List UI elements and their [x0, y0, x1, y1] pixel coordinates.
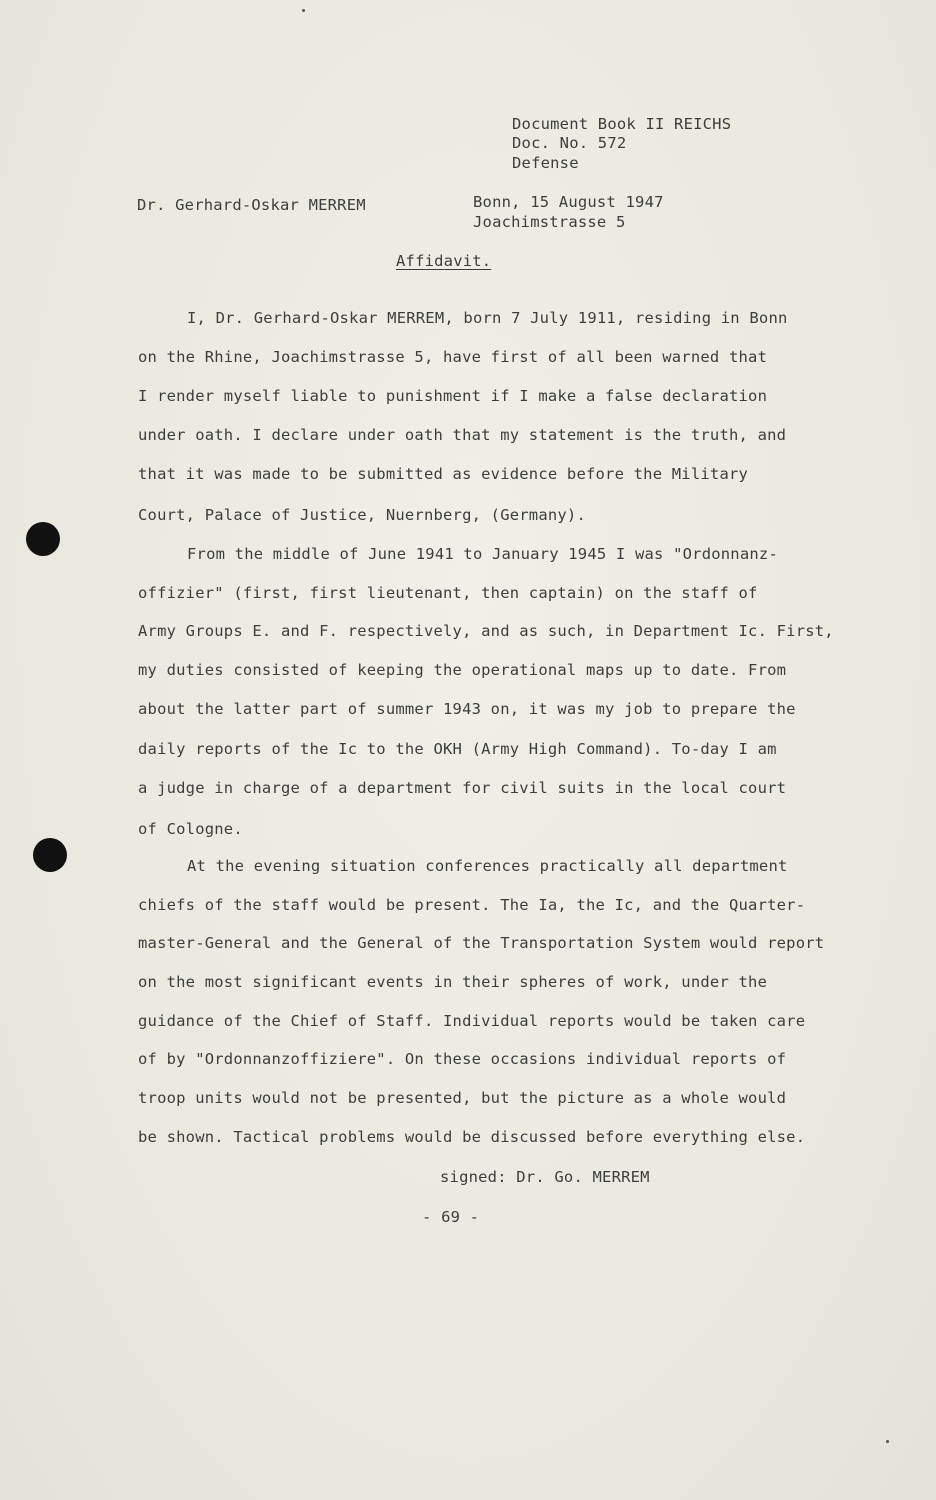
document-title: Affidavit. [396, 252, 492, 270]
body-line: offizier" (first, first lieutenant, then captain) on the staff of [138, 584, 758, 602]
body-line: At the evening situation conferences practically all department [187, 857, 788, 875]
body-line: on the Rhine, Joachimstrasse 5, have first of all been warned that [138, 348, 768, 366]
body-line: guidance of the Chief of Staff. Individual reports would be taken care [138, 1012, 806, 1030]
paper-speck [302, 9, 305, 12]
body-line: on the most significant events in their spheres of work, under the [138, 973, 768, 991]
body-line: I render myself liable to punishment if I make a false declaration [138, 387, 768, 405]
body-line: Court, Palace of Justice, Nuernberg, (Germany). [138, 506, 586, 524]
punch-hole-top [26, 522, 60, 556]
body-line: about the latter part of summer 1943 on, it was my job to prepare the [138, 700, 796, 718]
body-line: that it was made to be submitted as evidence before the Military [138, 465, 749, 483]
address: Joachimstrasse 5 [473, 213, 626, 231]
author-name: Dr. Gerhard-Oskar MERREM [137, 196, 366, 214]
body-line: under oath. I declare under oath that my statement is the truth, and [138, 426, 787, 444]
body-line: Army Groups E. and F. respectively, and as such, in Department Ic. First, [138, 622, 834, 640]
signature-line: signed: Dr. Go. MERREM [440, 1168, 650, 1186]
body-line: a judge in charge of a department for civil suits in the local court [138, 779, 787, 797]
body-line: of Cologne. [138, 820, 243, 838]
page-number: - 69 - [422, 1208, 480, 1226]
paper-speck [886, 1440, 889, 1443]
header-defense-line: Defense [512, 154, 579, 172]
body-line: troop units would not be presented, but the picture as a whole would [138, 1089, 787, 1107]
header-book-line: Document Book II REICHS [512, 115, 732, 133]
header-doc-line: Doc. No. 572 [512, 134, 627, 152]
body-line: I, Dr. Gerhard-Oskar MERREM, born 7 July 1911, residing in Bonn [187, 309, 788, 327]
body-line: of by "Ordonnanzoffiziere". On these occasions individual reports of [138, 1050, 787, 1068]
body-line: master-General and the General of the Transportation System would report [138, 934, 825, 952]
body-line: be shown. Tactical problems would be discussed before everything else. [138, 1128, 806, 1146]
body-line: chiefs of the staff would be present. The Ia, the Ic, and the Quarter- [138, 896, 806, 914]
body-line: my duties consisted of keeping the operational maps up to date. From [138, 661, 787, 679]
punch-hole-bottom [33, 838, 67, 872]
place-date: Bonn, 15 August 1947 [473, 193, 664, 211]
body-line: From the middle of June 1941 to January 1945 I was "Ordonnanz- [187, 545, 778, 563]
body-line: daily reports of the Ic to the OKH (Army High Command). To-day I am [138, 740, 777, 758]
